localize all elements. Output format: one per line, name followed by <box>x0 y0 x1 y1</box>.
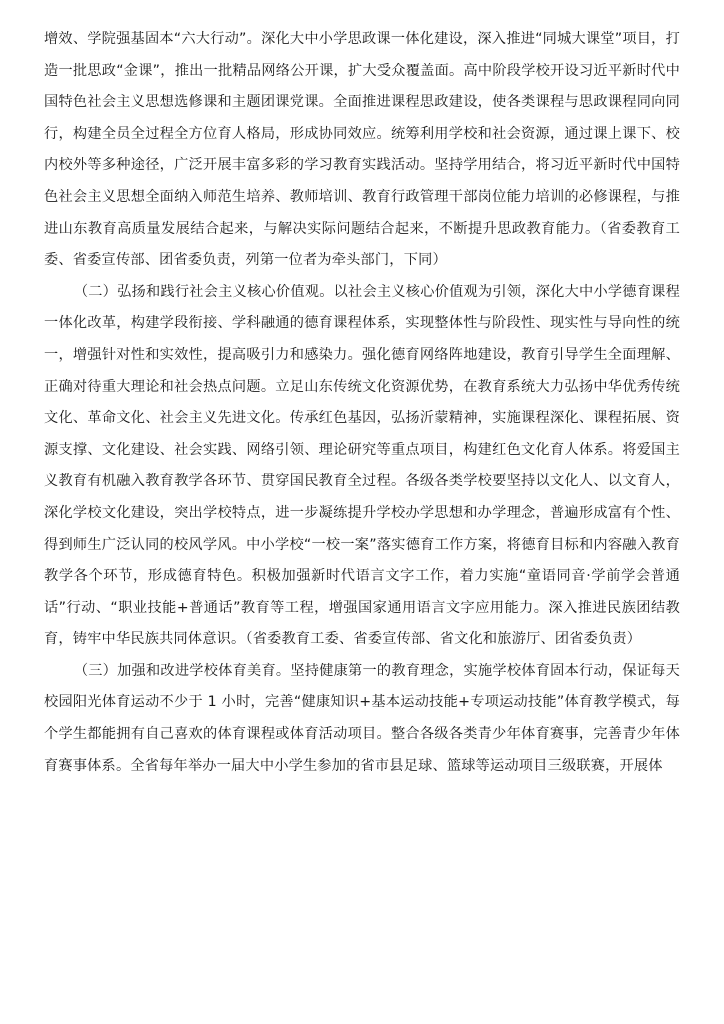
paragraph-1: 增效、学院强基固本“六大行动”。深化大中小学思政课一体化建设，深入推进“同城大课堂”项目，打造一批思政“金课”，推出一批精品网络公开课，扩大受众覆盖面。高中阶段学校开设习近平新时代中国特色社会主义思想选修课和主题团课党课。全面推进课程思政建设，使各类课程与思政课程同向同行，构建全员全过程全方位育人格局，形成协同效应。统筹利用学校和社会资源，通过课上课下、校内校外等多种途径，广泛开展丰富多彩的学习教育实践活动。坚持学用结合，将习近平新时代中国特色社会主义思想全面纳入师范生培养、教师培训、教育行政管理干部岗位能力培训的必修课程，与推进山东教育高质量发展结合起来，与解决实际问题结合起来，不断提升思政教育能力。（省委教育工委、省委宣传部、团省委负责，列第一位者为牵头部门，下同） <box>44 31 680 269</box>
paragraph-2: （二）弘扬和践行社会主义核心价值观。以社会主义核心价值观为引领，深化大中小学德育课程一体化改革，构建学段衔接、学科融通的德育课程体系，实现整体性与阶段性、现实性与导向性的统一，增强针对性和实效性，提高吸引力和感染力。强化德育网络阵地建设，教育引导学生全面理解、正确对待重大理论和社会热点问题。立足山东传统文化资源优势，在教育系统大力弘扬中华优秀传统文化、革命文化、社会主义先进文化。传承红色基因，弘扬沂蒙精神，实施课程深化、课程拓展、资源支撑、文化建设、社会实践、网络引领、理论研究等重点项目，构建红色文化育人体系。将爱国主义教育有机融入教育教学各环节、贯穿国民教育全过程。各级各类学校要坚持以文化人、以文育人，深化学校文化建设，突出学校特点，进一步凝练提升学校办学思想和办学理念，普遍形成富有个性、得到师生广泛认同的校风学风。中小学校“一校一案”落实德育工作方案，将德育目标和内容融入教育教学各个环节，形成德育特色。积极加强新时代语言文字工作，着力实施“童语同音·学前学会普通话”行动、“职业技能+普通话”教育等工程，增强国家通用语言文字应用能力。深入推进民族团结教育，铸牢中华民族共同体意识。（省委教育工委、省委宣传部、省文化和旅游厅、团省委负责） <box>44 283 680 648</box>
paragraph-3: （三）加强和改进学校体育美育。坚持健康第一的教育理念，实施学校体育固本行动，保证每天校园阳光体育运动不少于 1 小时，完善“健康知识+基本运动技能+专项运动技能”体育教学模式，每个学生都能拥有自己喜欢的体育课程或体育活动项目。整合各级各类青少年体育赛事，完善青少年体育赛事体系。全省每年举办一届大中小学生参加的省市县足球、篮球等运动项目三级联赛，开展体 <box>44 662 680 774</box>
